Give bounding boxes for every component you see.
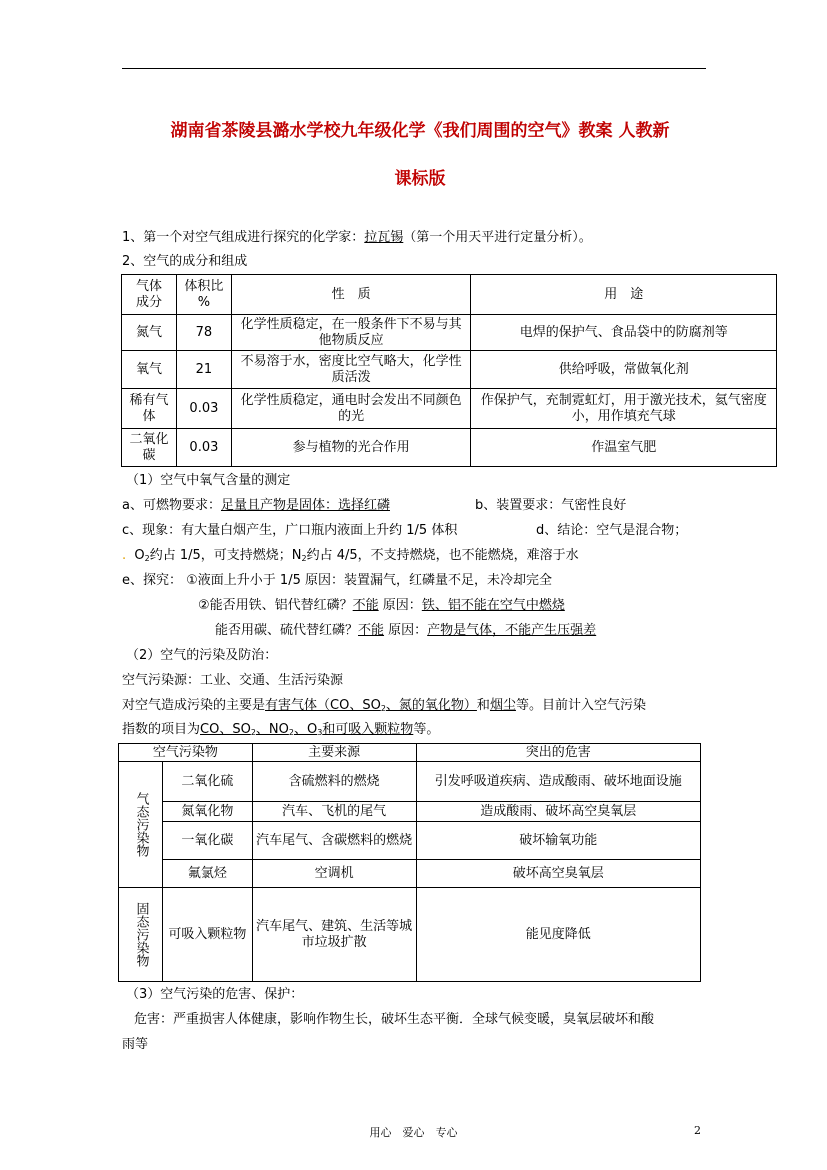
line-a: a、可燃物要求：足量且产物是固体：选择红磷 <box>122 498 390 513</box>
line-e2: ②能否用铁、铝代替红磷？不能 原因：铁、铝不能在空气中燃烧 <box>198 598 565 613</box>
table-header-row <box>122 275 777 315</box>
cell-source: 汽车尾气、建筑、生活等城市垃圾扩散 <box>252 888 416 982</box>
document-title-line1: 湖南省茶陵县潞水学校九年级化学《我们周围的空气》教案 人教新 <box>170 121 670 141</box>
header-rule <box>122 68 706 69</box>
cell-use: 电焊的保护气、食品袋中的防腐剂等 <box>471 315 777 351</box>
paragraph-1 <box>122 230 592 246</box>
header-volume: 体积比 % <box>176 275 231 315</box>
cell-use: 作保护气，充制霓虹灯，用于激光技术，氦气密度小，用作填充气球 <box>471 389 777 429</box>
danger-line-1: 危害：严重损害人体健康，影响作物生长，破坏生态平衡．全球气候变暖，臭氧层破坏和酸 <box>134 1012 655 1027</box>
page-number: 2 <box>694 1124 701 1137</box>
line-c: c、现象：有大量白烟产生，广口瓶内液面上升约 1/5 体积 <box>122 523 458 538</box>
group-solid: 固态污染物 <box>119 888 163 982</box>
cell-harm: 引发呼吸道疾病、造成酸雨、破坏地面设施 <box>416 762 700 802</box>
table-row <box>122 351 777 389</box>
header-source: 主要来源 <box>252 744 416 762</box>
air-composition-table <box>121 274 777 467</box>
cell-use: 供给呼吸，常做氧化剂 <box>471 351 777 389</box>
cell-harm: 造成酸雨、破坏高空臭氧层 <box>416 802 700 822</box>
line-e1: e、探究： ①液面上升小于 1/5 原因：装置漏气，红磷量不足，未冷却完全 <box>122 573 552 588</box>
cell-source: 含硫燃料的燃烧 <box>252 762 416 802</box>
footer-motto: 用心 爱心 专心 <box>369 1126 458 1139</box>
cell-gas: 稀有气体 <box>122 389 177 429</box>
paragraph-2: 2、空气的成分和组成 <box>122 254 248 269</box>
cell-volume: 0.03 <box>176 389 231 429</box>
line-d: d、结论：空气是混合物； <box>536 523 688 538</box>
line-b: b、装置要求：气密性良好 <box>475 498 627 513</box>
line-o2: . $O_2$约占 1/5，可支持燃烧；$N_2$约占 4/5，不支持燃烧，也不能燃烧，难溶于水 <box>122 548 579 563</box>
section-3-heading: （3）空气污染的危害、保护： <box>126 987 304 1002</box>
pollutants-table <box>118 743 701 982</box>
header-gas: 气体 成分 <box>122 275 177 315</box>
pollution-sources: 空气污染源：工业、交通、生活污染源 <box>122 673 344 688</box>
table-row <box>122 389 777 429</box>
header-pollutant: 空气污染物 <box>119 744 253 762</box>
cell-property: 化学性质稳定，在一般条件下不易与其他物质反应 <box>231 315 471 351</box>
table-row <box>119 822 701 860</box>
table-header-row <box>119 744 701 762</box>
cell-gas: 二氧化碳 <box>122 429 177 467</box>
group-gaseous: 气态污染物 <box>119 762 163 888</box>
pollution-index: 指数的项目为CO、$SO_2$、$NO_2$、$O_3$和可吸入颗粒物等。 <box>122 722 440 737</box>
document-title-line2: 课标版 <box>394 169 446 189</box>
cell-use: 作温室气肥 <box>471 429 777 467</box>
table-row <box>119 762 701 802</box>
cell-volume: 21 <box>176 351 231 389</box>
p1-post: （第一个用天平进行定量分析）。 <box>403 230 592 245</box>
table-row <box>119 860 701 888</box>
cell-source: 空调机 <box>252 860 416 888</box>
cell-property: 参与植物的光合作用 <box>231 429 471 467</box>
p1-chemist: 拉瓦锡 <box>364 230 404 245</box>
table-row <box>119 802 701 822</box>
table-row <box>122 315 777 351</box>
header-property: 性 质 <box>231 275 471 315</box>
table-row <box>122 429 777 467</box>
line-e3: 能否用碳、硫代替红磷？不能 原因：产物是气体，不能产生压强差 <box>215 623 597 638</box>
cell-name: 二氧化硫 <box>162 762 252 802</box>
cell-harm: 破坏输氧功能 <box>416 822 700 860</box>
cell-source: 汽车尾气、含碳燃料的燃烧 <box>252 822 416 860</box>
cell-volume: 0.03 <box>176 429 231 467</box>
a-answer: 足量且产物是固体：选择红磷 <box>220 498 390 513</box>
cell-source: 汽车、飞机的尾气 <box>252 802 416 822</box>
cell-volume: 78 <box>176 315 231 351</box>
cell-property: 化学性质稳定，通电时会发出不同颜色的光 <box>231 389 471 429</box>
cell-gas: 氮气 <box>122 315 177 351</box>
cell-name: 氮氧化物 <box>162 802 252 822</box>
harmful-substances: 对空气造成污染的主要是有害气体（CO、$SO_2$、氮的氧化物）和烟尘等。目前计入空气污染 <box>122 698 646 713</box>
cell-gas: 氧气 <box>122 351 177 389</box>
section-2-heading: （2）空气的污染及防治： <box>126 648 278 663</box>
danger-line-2: 雨等 <box>122 1037 149 1052</box>
header-harm: 突出的危害 <box>416 744 700 762</box>
cell-harm: 能见度降低 <box>416 888 700 982</box>
header-use: 用 途 <box>471 275 777 315</box>
cell-name: 一氧化碳 <box>162 822 252 860</box>
cell-property: 不易溶于水，密度比空气略大，化学性质活泼 <box>231 351 471 389</box>
p1-pre: 1、第一个对空气组成进行探究的化学家： <box>122 230 365 245</box>
section-1-heading: （1）空气中氧气含量的测定 <box>126 473 291 488</box>
cell-name: 可吸入颗粒物 <box>162 888 252 982</box>
cell-name: 氟氯烃 <box>162 860 252 888</box>
cell-harm: 破坏高空臭氧层 <box>416 860 700 888</box>
table-row <box>119 888 701 982</box>
